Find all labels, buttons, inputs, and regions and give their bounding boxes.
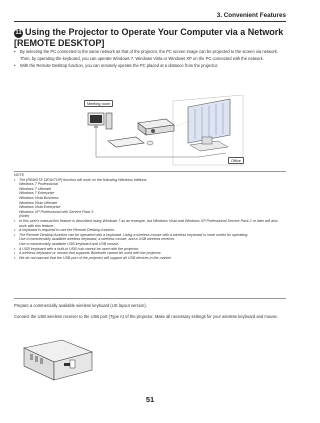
projector-icon: [138, 119, 174, 135]
keyboard-icon: [108, 137, 144, 147]
edition-item: Windows 7 Professional: [19, 182, 58, 187]
computer-icon: [88, 113, 112, 129]
page-number: 51: [145, 395, 155, 404]
edition-item: Windows 7 Ultimate: [19, 186, 52, 191]
intro-list: [14, 49, 286, 68]
note-end-divider: [14, 298, 286, 299]
page-title-text: Using the Projector to Operate Your Computer via a Network [REMOTE DESKTOP]: [14, 27, 284, 48]
meeting-room-label: Meeting room: [84, 100, 113, 107]
usb-receiver-illustration: [18, 330, 100, 386]
connect-paragraph: Connect the USB wireless receiver to the USB port (Type A) of the projector. Make all necessary settings for your wireless keyboard and mouse.: [14, 314, 278, 319]
note-text: Use a commercially available USB keyboard and USB mouse.: [19, 241, 120, 246]
note-text: Use a commercially available wireless keyboard, a wireless mouse, and a USB wireless receiver.: [19, 237, 176, 242]
section-number-badge: 11: [15, 30, 22, 36]
edition-item: Windows Vista Enterprise: [19, 205, 61, 210]
page-title: [14, 27, 286, 48]
edition-item: Windows 7 Enterprise: [19, 191, 55, 196]
edition-item: Windows Vista Business: [19, 195, 59, 200]
intro-text: With the Remote Desktop function, you can remotely operate the PC placed at a distance from the projector.: [20, 62, 219, 68]
intro-text: Then, by operating the keyboard, you can operate Windows 7, Windows Vista or Windows XP on the PC connected with the network.: [20, 55, 264, 61]
usb-port-icon: [64, 363, 70, 366]
note-bullet: [14, 178, 286, 219]
note-bullet: [14, 219, 286, 228]
note-text: In this user's manual this feature is described using Windows 7 as an example, but Windows Vista and Windows XP Professional Service Pack 2 or later will also work with this feature.: [19, 218, 278, 228]
office-label: Office: [228, 157, 244, 164]
edition-item: Windows Vista Ultimate: [19, 200, 58, 205]
note-text: The [REMOTE DESKTOP] function will work on the following Windows editions.: [19, 177, 148, 182]
edition-item: (Note): [19, 214, 30, 219]
note-text: We do not warrant that the USB port of the projector will support all USB devices in the market.: [19, 255, 172, 260]
note-title: NOTE: [14, 173, 25, 177]
usb-receiver-icon: [70, 360, 75, 368]
intro-bullet: [14, 63, 286, 68]
section-header: 3. Convenient Features: [216, 12, 286, 19]
edition-item: Windows XP Professional with Service Pack 3: [19, 209, 94, 214]
note-bullet: [14, 256, 286, 261]
windows-editions-list: [19, 182, 286, 219]
note-divider: [14, 171, 286, 172]
note-text: The Remote Desktop function can be operated with a keyboard. Using a wireless mouse with a wireless keyboard is more useful for operating.: [19, 232, 249, 237]
note-text: A keyboard is required to use the Remote Desktop function.: [19, 228, 116, 233]
note-text: A USB keyboard with a built-in USB hub cannot be used with the projector.: [19, 246, 140, 251]
intro-bullet: [14, 49, 286, 61]
note-block: [14, 173, 286, 260]
note-bullet: [14, 233, 286, 247]
header-rule: [14, 21, 286, 22]
note-text: A wireless keyboard or mouse that supports Bluetooth cannot be used with the projector.: [19, 251, 162, 256]
mouse-icon: [147, 141, 153, 145]
prepare-paragraph: Prepare a commercially available wireless keyboard (US layout version).: [14, 303, 147, 308]
intro-text: By selecting the PC connected to the same network as that of the projector, the PC screen image can be projected to the screen via network.: [20, 49, 279, 54]
